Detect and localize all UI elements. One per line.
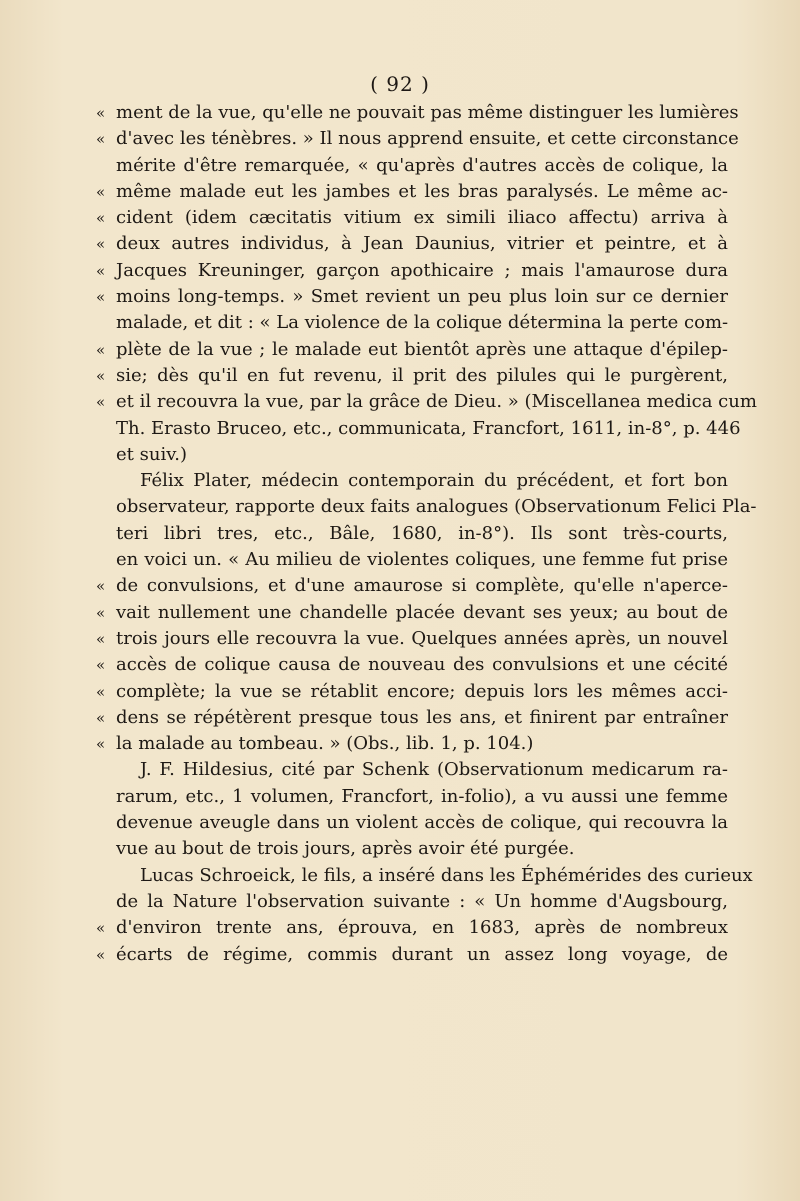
text-line: « moins long-temps. » Smet revient un peu plus loin sur ce dernier [96,286,728,308]
line-text: la malade au tombeau. » (Obs., lib. 1, p. 104.) [116,733,534,755]
text-line: « trois jours elle recouvra la vue. Quelques années après, un nouvel [96,627,728,649]
line-text: moins long-temps. » Smet revient un peu plus loin sur ce dernier [116,286,728,308]
text-line [116,784,728,810]
line-text: devenue aveugle dans un violent accès de colique, qui recouvra la [116,812,728,834]
text-line: « et il recouvra la vue, par la grâce de Dieu. » (Miscellanea medica cum [96,391,757,413]
line-text: rarum, etc., 1 volumen, Francfort, in-folio), a vu aussi une femme [116,785,728,807]
line-text: deux autres individus, à Jean Daunius, vitrier et peintre, et à [116,233,728,255]
text-line: « de convulsions, et d'une amaurose si complète, qu'elle n'aperce- [96,575,728,597]
text-line [116,416,741,442]
line-text: Jacques Kreuninger, garçon apothicaire ; mais l'amaurose dura [116,259,728,281]
text-line [116,153,728,179]
line-text: sie; dès qu'il en fut revenu, il prit des pilules qui le purgèrent, [116,364,728,386]
line-text: vue au bout de trois jours, après avoir été purgée. [116,838,575,860]
text-line: « accès de colique causa de nouveau des convulsions et une cécité [96,654,728,676]
line-text: de la Nature l'observation suivante : « Un homme d'Augsbourg, [116,890,728,912]
line-text: teri libri tres, etc., Bâle, 1680, in-8°). Ils sont très-courts, [116,522,728,544]
line-text: observateur, rapporte deux faits analogues (Observationum Felici Pla- [116,496,757,518]
text-line: « la malade au tombeau. » (Obs., lib. 1, p. 104.) [96,733,534,755]
line-text: malade, et dit : « La violence de la colique détermina la perte com- [116,312,729,334]
text-line: « d'avec les ténèbres. » Il nous apprend ensuite, et cette circonstance [96,128,739,150]
text-line: « même malade eut les jambes et les bras paralysés. Le même ac- [96,180,728,202]
text-line: « d'environ trente ans, éprouva, en 1683, après de nombreux [96,917,728,939]
text-line [116,494,757,520]
text-line: « cident (idem cæcitatis vitium ex simili iliaco affectu) arriva à [96,207,728,229]
line-text: ment de la vue, qu'elle ne pouvait pas même distinguer les lumières [116,102,739,123]
page-number: ( 92 ) [370,72,430,96]
line-text: écarts de régime, commis durant un assez long voyage, de [116,943,728,965]
text-line [116,547,728,573]
text-line [116,310,728,336]
line-text: et il recouvra la vue, par la grâce de Dieu. » (Miscellanea medica cum [116,391,757,413]
line-text: et suiv.) [116,443,187,465]
line-text: de convulsions, et d'une amaurose si complète, qu'elle n'aperce- [116,575,728,597]
line-text: accès de colique causa de nouveau des convulsions et une cécité [116,654,728,676]
line-text: Félix Plater, médecin contemporain du précédent, et fort bon [140,470,728,492]
line-text: dens se répétèrent presque tous les ans, et finirent par entraîner [116,706,728,728]
text-line: « Jacques Kreuninger, garçon apothicaire ; mais l'amaurose dura [96,259,728,281]
text-line [116,810,728,836]
text-line: « plète de la vue ; le malade eut bientôt après une attaque d'épilep- [96,338,728,360]
line-text: mérite d'être remarquée, « qu'après d'autres accès de colique, la [116,154,728,176]
text-line: « deux autres individus, à Jean Daunius, vitrier et peintre, et à [96,233,728,255]
text-line [116,836,728,862]
line-text: vait nullement une chandelle placée devant ses yeux; au bout de [116,601,728,623]
line-text: Lucas Schroeick, le fils, a inséré dans les Éphémérides des curieux [140,864,753,886]
text-line [116,521,728,547]
text-line [116,757,728,783]
line-text: J. F. Hildesius, cité par Schenk (Observationum medicarum ra- [140,759,728,781]
text-line: « écarts de régime, commis durant un assez long voyage, de [96,943,728,965]
line-text: d'avec les ténèbres. » Il nous apprend ensuite, et cette circonstance [116,128,739,150]
line-text: d'environ trente ans, éprouva, en 1683, après de nombreux [116,917,728,939]
text-line: « complète; la vue se rétablit encore; depuis lors les mêmes acci- [96,680,728,702]
line-text: même malade eut les jambes et les bras paralysés. Le même ac- [116,180,728,202]
line-text: Th. Erasto Bruceo, etc., communicata, Francfort, 1611, in-8°, p. 446 [116,417,741,439]
text-line: « ment de la vue, qu'elle ne pouvait pas même distinguer les lumières [96,102,739,123]
line-text: en voici un. « Au milieu de violentes coliques, une femme fut prise [116,549,728,571]
text-line: « dens se répétèrent presque tous les ans, et finirent par entraîner [96,706,728,728]
body-text [96,100,757,968]
text-line: « sie; dès qu'il en fut revenu, il prit des pilules qui le purgèrent, [96,364,728,386]
text-line [116,863,753,889]
text-line [116,889,728,915]
line-text: trois jours elle recouvra la vue. Quelques années après, un nouvel [116,627,728,649]
line-text: plète de la vue ; le malade eut bientôt après une attaque d'épilep- [116,338,728,360]
text-line [116,442,728,468]
text-line [116,468,728,494]
line-text: complète; la vue se rétablit encore; depuis lors les mêmes acci- [116,680,728,702]
line-text: cident (idem cæcitatis vitium ex simili iliaco affectu) arriva à [116,207,728,229]
text-line: « vait nullement une chandelle placée devant ses yeux; au bout de [96,601,728,623]
